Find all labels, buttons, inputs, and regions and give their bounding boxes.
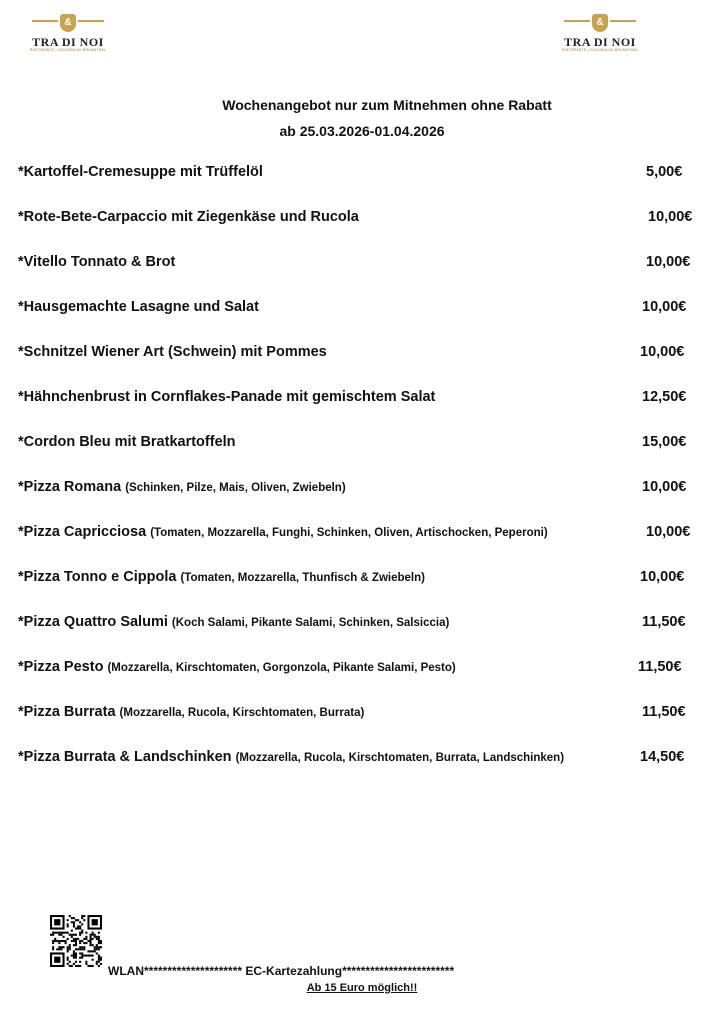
logo-name: TRA DI NOI bbox=[564, 35, 636, 49]
menu-item-name bbox=[18, 700, 364, 725]
menu-item-title: *Kartoffel-Cremesuppe mit Trüffelöl bbox=[18, 164, 263, 180]
menu-item-ingredients: (Tomaten, Mozzarella, Funghi, Schinken, Oliven, Artischocken, Peperoni) bbox=[150, 527, 548, 539]
menu-item bbox=[18, 250, 708, 274]
menu-item-name bbox=[18, 745, 564, 770]
menu-item-name bbox=[18, 340, 327, 364]
menu-item-price: 15,00€ bbox=[642, 434, 687, 450]
qr-code-icon bbox=[50, 915, 102, 967]
menu-item-title: *Pizza Burrata & Landschinken bbox=[18, 749, 236, 765]
header-title: Wochenangebot nur zum Mitnehmen ohne Rabatt bbox=[222, 97, 552, 113]
menu-item-title: *Pizza Tonno e Cippola bbox=[18, 569, 177, 585]
menu-header bbox=[0, 92, 724, 144]
menu-item-price: 10,00€ bbox=[642, 299, 687, 315]
menu-item-name bbox=[18, 430, 236, 454]
menu-item bbox=[18, 700, 708, 724]
menu-item-ingredients: (Schinken, Pilze, Mais, Oliven, Zwiebeln) bbox=[125, 482, 346, 494]
menu-item-price: 14,50€ bbox=[640, 749, 685, 765]
menu-item-price: 10,00€ bbox=[646, 254, 691, 270]
menu-item-price: 11,50€ bbox=[642, 614, 686, 630]
menu-item bbox=[18, 520, 708, 544]
crest-icon: & bbox=[592, 14, 608, 32]
menu-item-price: 11,50€ bbox=[642, 704, 686, 720]
menu-item-price: 10,00€ bbox=[642, 479, 687, 495]
menu-item-title: *Hausgemachte Lasagne und Salat bbox=[18, 299, 259, 315]
header-dates: ab 25.03.2026-01.04.2026 bbox=[279, 123, 445, 139]
menu-item bbox=[18, 655, 708, 679]
logo-left bbox=[28, 14, 108, 58]
menu-item-price: 10,00€ bbox=[640, 344, 685, 360]
menu-item-title: *Pizza Quattro Salumi bbox=[18, 614, 168, 630]
menu-item bbox=[18, 610, 708, 634]
menu-item-ingredients: (Mozzarella, Rucola, Kirschtomaten, Burrata, Landschinken) bbox=[235, 752, 565, 764]
menu-item-title: *Rote-Bete-Carpaccio mit Ziegenkäse und Rucola bbox=[18, 209, 359, 225]
menu-item-price: 11,50€ bbox=[638, 659, 682, 675]
menu-item-name bbox=[18, 475, 346, 500]
menu-item-name bbox=[18, 160, 263, 184]
menu-item-name bbox=[18, 295, 259, 319]
menu-item-price: 5,00€ bbox=[646, 164, 683, 180]
menu-item-name bbox=[18, 250, 175, 274]
logo-name: TRA DI NOI bbox=[32, 35, 104, 49]
menu-item bbox=[18, 295, 708, 319]
menu-item-name bbox=[18, 385, 435, 409]
menu-item bbox=[18, 475, 708, 499]
menu-item-ingredients: (Koch Salami, Pikante Salami, Schinken, Salsiccia) bbox=[171, 617, 450, 629]
menu-item bbox=[18, 340, 708, 364]
menu-item-name bbox=[18, 205, 359, 229]
menu-item-price: 12,50€ bbox=[642, 389, 687, 405]
menu-item-name bbox=[18, 655, 456, 680]
menu-item-title: *Pizza Romana bbox=[18, 479, 122, 495]
menu-item-title: *Pizza Pesto bbox=[18, 659, 104, 675]
menu-item-title: *Pizza Burrata bbox=[18, 704, 116, 720]
menu-item-name bbox=[18, 610, 449, 635]
menu-item bbox=[18, 430, 708, 454]
menu-item-title: *Vitello Tonnato & Brot bbox=[18, 254, 176, 270]
menu-item-title: *Schnitzel Wiener Art (Schwein) mit Pommes bbox=[18, 344, 327, 360]
menu-item bbox=[18, 565, 708, 589]
footer-minimum-note: Ab 15 Euro möglich!! bbox=[306, 982, 418, 994]
footer-payment-info: WLAN********************* EC-Kartezahlung************************ bbox=[108, 964, 455, 978]
logo-subtitle: RISTORANTE • GOLDENLOK BRUNNTHAL bbox=[561, 48, 639, 52]
menu-item bbox=[18, 385, 708, 409]
menu-item-title: *Pizza Capricciosa bbox=[18, 524, 147, 540]
menu-item-price: 10,00€ bbox=[648, 209, 693, 225]
logo-right bbox=[560, 14, 640, 58]
menu-item-name bbox=[18, 565, 425, 590]
menu-item bbox=[18, 160, 708, 184]
menu-item-ingredients: (Mozzarella, Kirschtomaten, Gorgonzola, Pikante Salami, Pesto) bbox=[107, 662, 456, 674]
menu-item-price: 10,00€ bbox=[640, 569, 685, 585]
menu-item-ingredients: (Mozzarella, Rucola, Kirschtomaten, Burrata) bbox=[119, 707, 365, 719]
menu-item bbox=[18, 205, 708, 229]
menu-item-price: 10,00€ bbox=[646, 524, 691, 540]
menu-item-ingredients: (Tomaten, Mozzarella, Thunfisch & Zwiebeln) bbox=[180, 572, 425, 584]
logo-subtitle: RISTORANTE • GOLDENLOK BRUNNTHAL bbox=[29, 48, 107, 52]
crest-icon: & bbox=[60, 14, 76, 32]
menu-item-name bbox=[18, 520, 548, 545]
menu-item-title: *Cordon Bleu mit Bratkartoffeln bbox=[18, 434, 236, 450]
menu-item bbox=[18, 745, 708, 769]
menu-item-title: *Hähnchenbrust in Cornflakes-Panade mit gemischtem Salat bbox=[18, 389, 436, 405]
